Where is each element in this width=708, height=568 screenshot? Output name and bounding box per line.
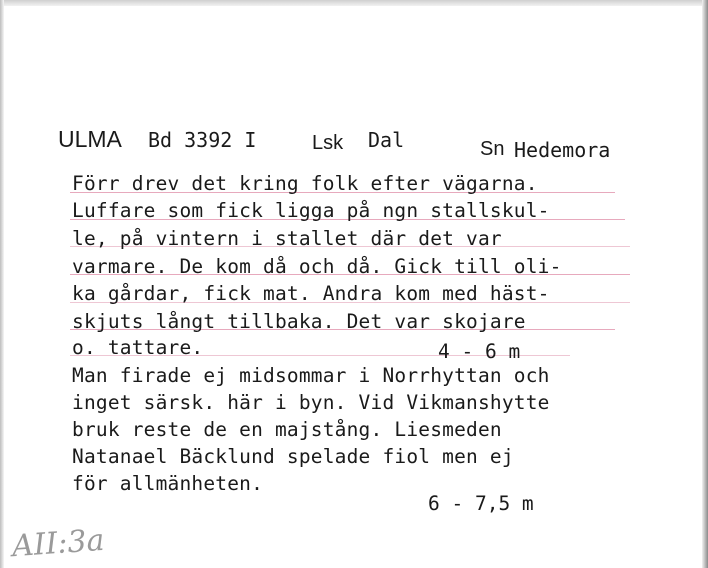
card-top-edge [0, 0, 708, 6]
text-line: för allmänheten. [72, 472, 264, 495]
lsk-label: Lsk [312, 132, 344, 154]
text-line: le, på vintern i stallet där det var [72, 227, 502, 250]
text-line: bruk reste de en majstång. Liesmeden [72, 418, 502, 441]
text-line: Förr drev det kring folk efter vägarna. [72, 172, 538, 195]
sn-value: Hedemora [514, 138, 611, 162]
sn-label: Sn [480, 138, 505, 160]
volume-number: Bd 3392 I [148, 128, 257, 152]
text-line: skjuts långt tillbaka. Det var skojare [72, 310, 526, 333]
text-line: inget särsk. här i byn. Vid Vikmanshytte [72, 391, 550, 414]
lsk-value: Dal [368, 128, 405, 152]
text-line: Luffare som fick ligga på ngn stallskul- [72, 199, 550, 222]
text-line: varmare. De kom då och då. Gick till oli- [72, 255, 562, 278]
text-line: o. tattare. [72, 336, 204, 359]
age-range: 4 - 6 m [438, 340, 521, 363]
text-line: ka gårdar, fick mat. Andra kom med häst- [72, 282, 550, 305]
age-range: 6 - 7,5 m [428, 492, 534, 515]
card-right-edge [702, 0, 708, 568]
landskap-code: ULMA [58, 126, 122, 152]
text-line: Natanael Bäcklund spelade fiol men ej [72, 445, 514, 468]
archive-mark: AII:3a [10, 522, 106, 565]
text-line: Man firade ej midsommar i Norrhyttan och [72, 364, 550, 387]
card-left-edge [0, 0, 4, 568]
